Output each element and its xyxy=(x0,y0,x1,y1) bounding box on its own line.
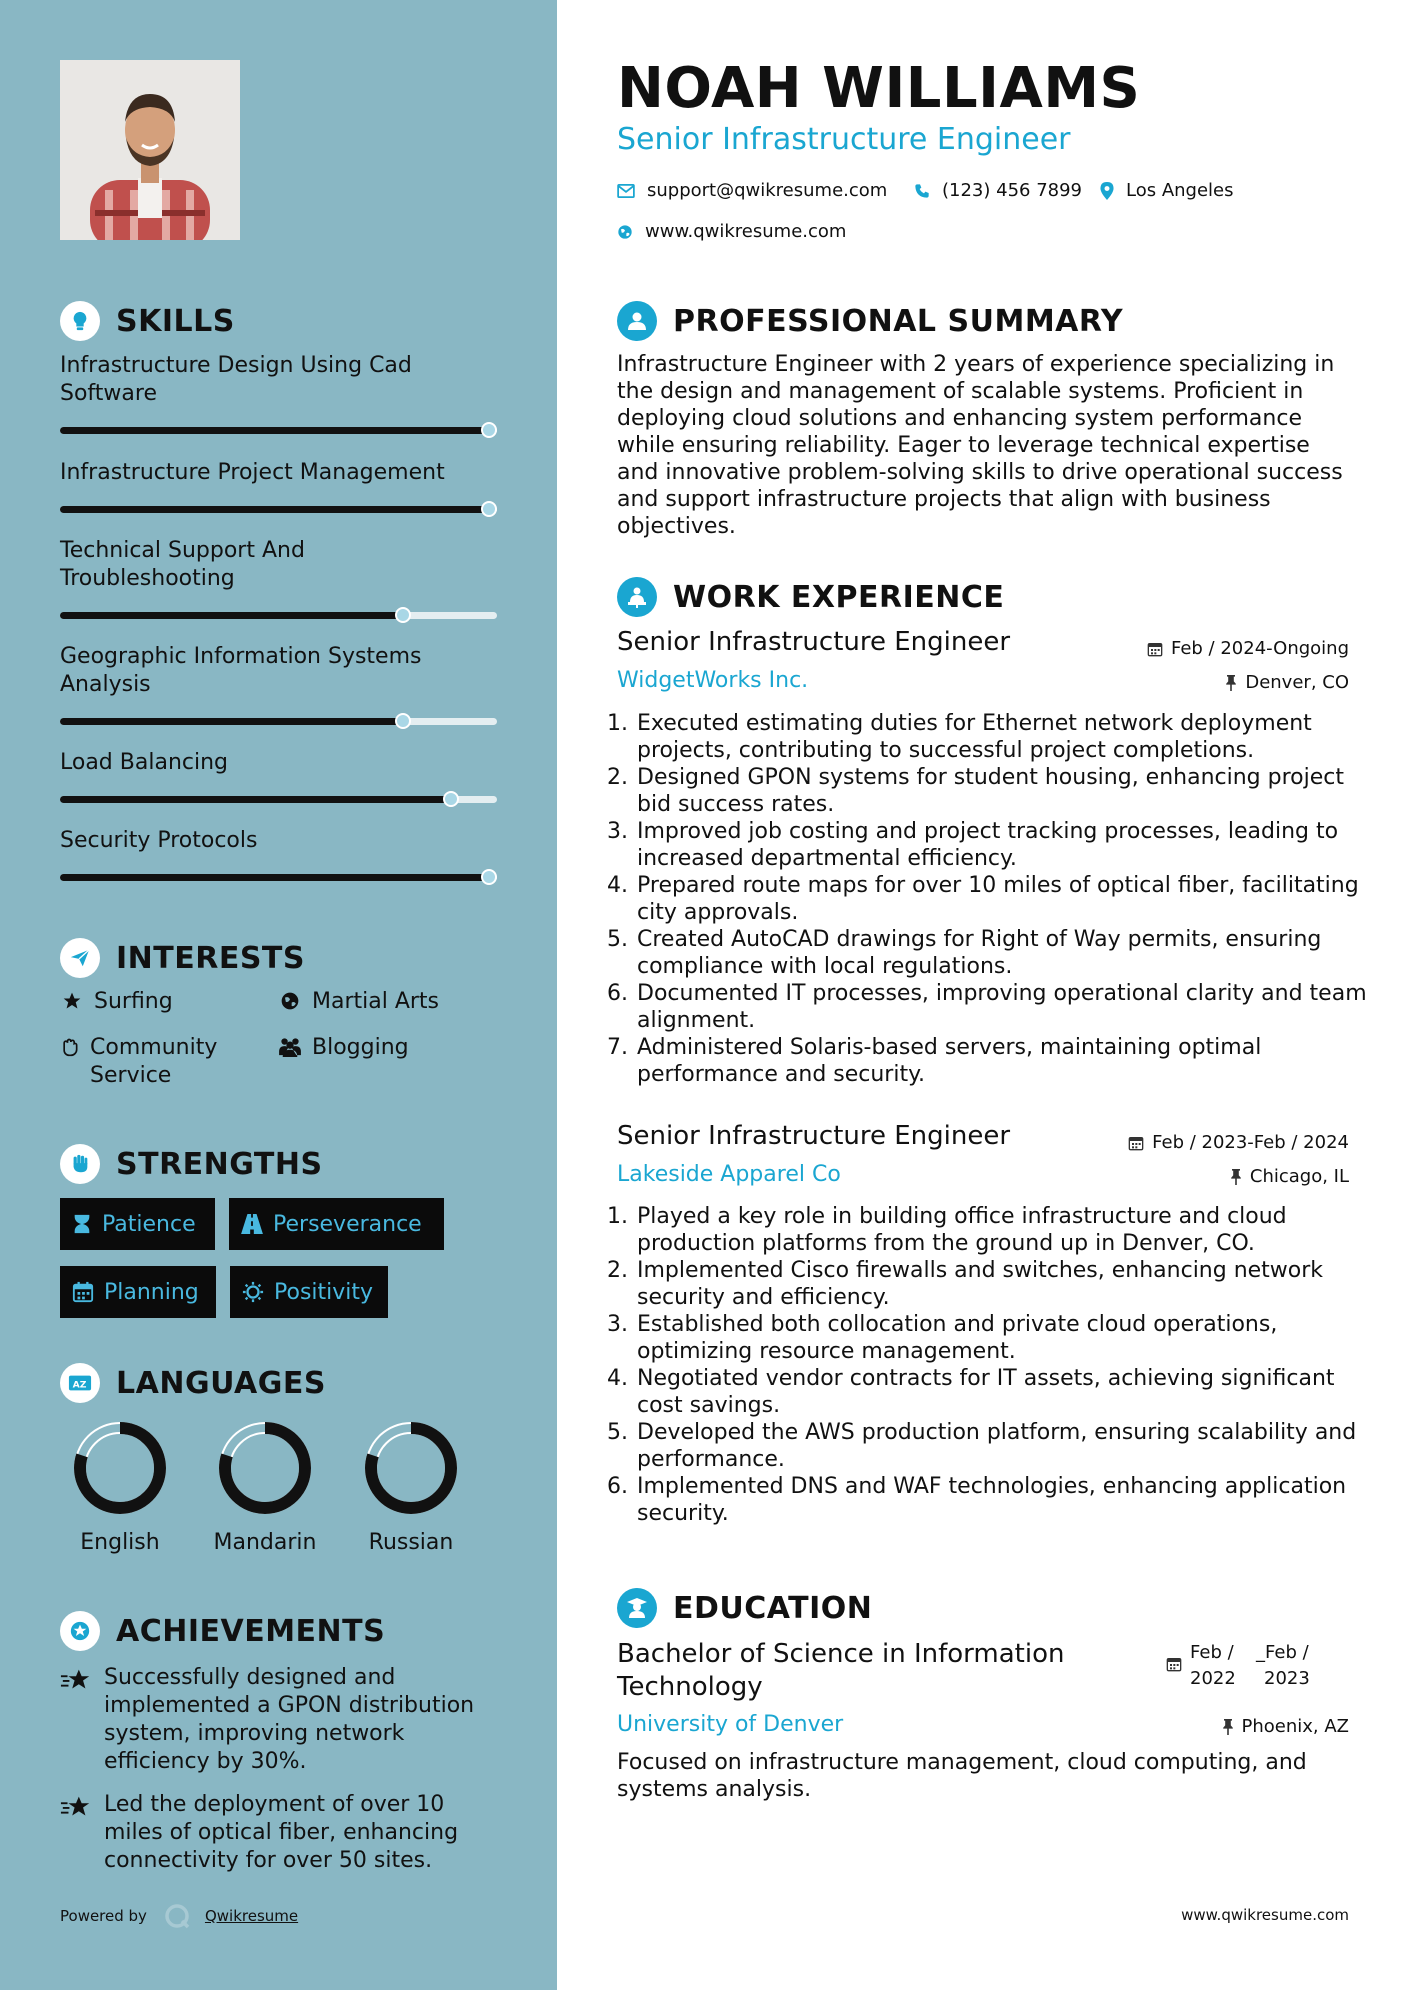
education-description: Focused on infrastructure management, cloud computing, and systems analysis. xyxy=(617,1750,1307,1802)
calendar-icon xyxy=(1166,1640,1182,1692)
lightbulb-icon xyxy=(60,301,100,341)
road-icon xyxy=(241,1214,263,1234)
job-bullet: 2. Implemented Cisco firewalls and switches, enhancing network security and efficiency. xyxy=(635,1257,1375,1311)
job-bullets xyxy=(608,710,1375,1088)
skill-bar xyxy=(60,427,497,434)
experience-heading: WORK EXPERIENCE xyxy=(617,577,1004,617)
language-name: Russian xyxy=(368,1530,454,1555)
job-title: Senior Infrastructure Engineer xyxy=(617,627,1011,657)
pushpin-icon xyxy=(1230,1169,1242,1185)
sidebar xyxy=(0,0,557,1990)
job-bullet: 6. Implemented DNS and WAF technologies, enhancing application security. xyxy=(635,1473,1375,1527)
pushpin-icon xyxy=(1225,675,1237,691)
company-name: Lakeside Apparel Co xyxy=(617,1162,841,1187)
calendar-icon xyxy=(72,1281,94,1303)
education-dates: Feb / 2022 _Feb / 2023 xyxy=(1166,1640,1310,1692)
contact-website xyxy=(617,221,846,242)
map-pin-icon xyxy=(1100,182,1114,200)
language-ring xyxy=(217,1420,313,1516)
job-bullet: 1. Played a key role in building office infrastructure and cloud production platforms from the ground up in Denver, CO. xyxy=(635,1203,1375,1257)
powered-by: Powered by Qwikresume xyxy=(60,1902,298,1930)
job-bullet: 1. Executed estimating duties for Ethernet network deployment projects, contributing to successful project completions. xyxy=(635,710,1375,764)
language-ring xyxy=(363,1420,459,1516)
interest-item: Martial Arts xyxy=(278,988,498,1016)
language-ring xyxy=(72,1420,168,1516)
qwikresume-logo-icon xyxy=(163,1902,191,1930)
language-item xyxy=(351,1420,471,1555)
skill-name: Technical Support And Troubleshooting xyxy=(60,538,305,591)
education-location: Phoenix, AZ xyxy=(1222,1716,1350,1737)
strength-badge: Patience xyxy=(60,1198,215,1250)
contact-phone: (123) 456 7899 xyxy=(914,180,1082,201)
strengths-heading: STRENGTHS xyxy=(60,1144,323,1184)
company-name: WidgetWorks Inc. xyxy=(617,668,809,693)
paper-plane-icon xyxy=(60,938,100,978)
job-bullet: 5. Developed the AWS production platform, ensuring scalability and performance. xyxy=(635,1419,1375,1473)
interest-item: Blogging xyxy=(278,1034,498,1062)
job-location: Chicago, IL xyxy=(1230,1166,1349,1187)
languages-heading: AZ LANGUAGES xyxy=(60,1363,326,1403)
language-name: English xyxy=(80,1530,160,1555)
star-burst-icon xyxy=(60,1664,92,1700)
skill-name: Geographic Information Systems Analysis xyxy=(60,644,422,697)
svg-text:AZ: AZ xyxy=(72,1379,87,1391)
globe-icon xyxy=(278,988,302,1011)
skill-bar xyxy=(60,506,497,513)
skill-bar xyxy=(60,796,497,803)
hourglass-icon xyxy=(72,1213,92,1235)
award-star-icon xyxy=(60,1611,100,1651)
language-name: Mandarin xyxy=(213,1530,317,1555)
contact-location: Los Angeles xyxy=(1100,180,1234,201)
fist-icon xyxy=(60,1144,100,1184)
language-item xyxy=(60,1420,180,1555)
job-bullet: 4. Negotiated vendor contracts for IT assets, achieving significant cost savings. xyxy=(635,1365,1375,1419)
job-bullet: 6. Documented IT processes, improving operational clarity and team alignment. xyxy=(635,980,1375,1034)
users-icon xyxy=(278,1034,302,1057)
achievements-heading: ACHIEVEMENTS xyxy=(60,1611,385,1651)
skill-bar xyxy=(60,874,497,881)
phone-icon xyxy=(914,183,930,199)
globe-icon xyxy=(617,224,633,240)
education-heading: EDUCATION xyxy=(617,1588,872,1628)
skills-heading: SKILLS xyxy=(60,301,235,341)
summary-text: Infrastructure Engineer with 2 years of experience specializing in the design and management of scalable systems. Proficient in deploying cloud solutions and enhancing system performance while ensuring reliability. Eager to leverage technical expertise and innovative problem-solving skills to drive operational success and support infrastructure projects that align with business objectives. xyxy=(617,352,1343,539)
achievement-item: Led the deployment of over 10 miles of optical fiber, enhancing connectivity for over 50 sites. xyxy=(60,1791,500,1875)
job-title: Senior Infrastructure Engineer xyxy=(617,1121,1011,1151)
hand-icon xyxy=(60,1034,80,1057)
job-bullet: 5. Created AutoCAD drawings for Right of Way permits, ensuring compliance with local regulations. xyxy=(635,926,1375,980)
graduate-icon xyxy=(617,1588,657,1628)
strength-badge: Perseverance xyxy=(229,1198,444,1250)
job-bullet: 2. Designed GPON systems for student housing, enhancing project bid success rates. xyxy=(635,764,1375,818)
job-location: Denver, CO xyxy=(1225,672,1349,693)
summary-heading: PROFESSIONAL SUMMARY xyxy=(617,301,1123,341)
candidate-role: Senior Infrastructure Engineer xyxy=(617,122,1071,157)
skill-name: Infrastructure Project Management xyxy=(60,460,445,485)
skill-name: Load Balancing xyxy=(60,750,228,775)
envelope-icon xyxy=(617,184,635,198)
school-name: University of Denver xyxy=(617,1712,844,1737)
contact-email xyxy=(617,180,887,201)
footer-website[interactable]: www.qwikresume.com xyxy=(1181,1906,1349,1924)
presenter-icon xyxy=(617,577,657,617)
interest-item: Surfing xyxy=(60,988,270,1016)
email-link[interactable]: support@qwikresume.com xyxy=(647,180,888,201)
job-bullet: 4. Prepared route maps for over 10 miles of optical fiber, facilitating city approvals. xyxy=(635,872,1375,926)
strength-badge: Planning xyxy=(60,1266,216,1318)
candidate-name: NOAH WILLIAMS xyxy=(617,56,1141,121)
skill-bar xyxy=(60,612,497,619)
calendar-icon xyxy=(1147,641,1163,657)
strength-badge: Positivity xyxy=(230,1266,388,1318)
skill-name: Infrastructure Design Using Cad Software xyxy=(60,353,412,406)
job-dates: Feb / 2024-Ongoing xyxy=(1147,638,1349,659)
sun-icon xyxy=(242,1281,264,1303)
job-bullets xyxy=(608,1203,1375,1527)
degree-title: Bachelor of Science in Information Technology xyxy=(617,1639,1065,1702)
person-photo-icon xyxy=(60,60,240,240)
language-item xyxy=(205,1420,325,1555)
user-icon xyxy=(617,301,657,341)
pushpin-icon xyxy=(1222,1719,1234,1735)
achievement-item: Successfully designed and implemented a GPON distribution system, improving network efficiency by 30%. xyxy=(60,1664,500,1776)
profile-photo xyxy=(60,60,240,240)
interests-heading: INTERESTS xyxy=(60,938,305,978)
star-burst-icon xyxy=(60,1791,92,1827)
interest-item: Community Service xyxy=(60,1034,270,1090)
job-bullet: 3. Improved job costing and project tracking processes, leading to increased departmental efficiency. xyxy=(635,818,1375,872)
star-icon xyxy=(60,988,84,1011)
translate-icon xyxy=(60,1363,100,1403)
skill-name: Security Protocols xyxy=(60,828,258,853)
job-bullet: 7. Administered Solaris-based servers, maintaining optimal performance and security. xyxy=(635,1034,1375,1088)
calendar-icon xyxy=(1128,1135,1144,1151)
job-bullet: 3. Established both collocation and private cloud operations, optimizing resource management. xyxy=(635,1311,1375,1365)
skill-bar xyxy=(60,718,497,725)
qwikresume-link[interactable]: Qwikresume xyxy=(204,1907,299,1925)
website-link[interactable]: www.qwikresume.com xyxy=(645,221,847,242)
job-dates: Feb / 2023-Feb / 2024 xyxy=(1128,1132,1349,1153)
